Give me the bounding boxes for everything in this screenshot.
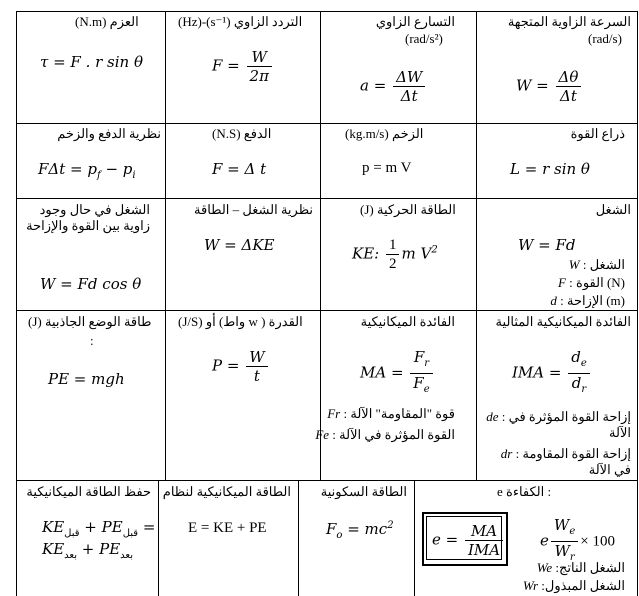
cell-unit: (N.m)	[75, 14, 107, 29]
legend-dr: dr : إزاحة القوة المقاومة في الآلة	[500, 446, 631, 477]
mechanical-energy-formula: E = KE + PE	[188, 520, 267, 536]
grid-line	[165, 11, 166, 480]
mechanical-advantage-formula: MA = $\frac{F_r}{F_e}$	[360, 348, 435, 399]
cell-unit: (J)	[360, 202, 374, 217]
legend-fe: Fe : القوة المؤثرة في الآلة	[315, 427, 455, 442]
legend-we: We :الشغل الناتج	[536, 560, 625, 575]
cell-title: الزخم	[391, 126, 424, 141]
cell-unit: e	[497, 484, 503, 499]
grid-line	[16, 480, 638, 481]
impulse-momentum-formula: $F\Delta t = p_f - p_i$	[38, 160, 136, 181]
grid-line	[16, 11, 638, 12]
cell-header	[212, 126, 271, 142]
cell-title: طاقة الوضع الجاذبية	[44, 314, 152, 329]
cell-title: الكفاءة	[506, 484, 545, 499]
power-formula: P = $\frac{W}{t}$	[212, 348, 270, 385]
cell-title: الطاقة السكونية	[320, 484, 407, 499]
cell-title: التردد الزاوي	[233, 14, 303, 29]
work-formula: W = Fd	[518, 236, 576, 254]
cell-header	[178, 314, 303, 330]
angular-acceleration-formula: a = $\frac{\Delta W}{\Delta t}$	[360, 68, 427, 105]
legend-displacement: d : الإزاحة (m)	[550, 293, 625, 308]
lever-arm-formula: L = r sin θ	[510, 160, 590, 178]
grid-line	[158, 480, 159, 596]
cell-title: الطاقة الميكانيكية لنظام	[162, 484, 291, 499]
cell-title: العزم	[109, 14, 139, 29]
legend-de: de : إزاحة القوة المؤثرة في الآلة	[486, 409, 631, 440]
cell-unit: (N.S)	[212, 126, 241, 141]
grid-line	[16, 310, 638, 311]
efficiency-work-formula: e $\frac{W_e}{W_r}$ × 100	[540, 516, 615, 563]
grid-line	[16, 123, 638, 124]
grid-line	[476, 11, 477, 480]
legend-force: F : القوة (N)	[557, 275, 625, 290]
grid-line	[298, 480, 299, 596]
ideal-mechanical-advantage-formula: IMA = $\frac{d_e}{d_r}$	[512, 348, 592, 399]
cell-title: نظرية الدفع والزخم	[57, 126, 161, 141]
grid-line	[16, 11, 17, 596]
torque-formula: τ = F . r sin θ	[40, 53, 144, 71]
cell-title: نظرية الشغل – الطاقة	[194, 202, 313, 217]
kinetic-energy-formula: KE: $\frac{1}{2}$ m $V^2$	[352, 237, 438, 272]
conservation-after: $KE_{بعد} + PE_{بعد}$	[42, 540, 134, 561]
cell-header	[75, 14, 139, 30]
legend-wr: Wr :الشغل المبذول	[522, 578, 625, 593]
cell-unit: (J)	[28, 314, 42, 329]
cell-unit: (rad/s)	[588, 31, 622, 46]
grid-line	[16, 198, 638, 199]
cell-unit: (rad/s²)	[405, 31, 443, 46]
cell-title: الشغل في حال وجود زاوية بين القوة والإزاحة	[26, 202, 150, 233]
grid-line	[414, 480, 415, 596]
cell-header	[345, 126, 423, 142]
cell-title: ذراع القوة	[570, 126, 625, 141]
cell-title: الفائدة الميكانيكية المثالية	[495, 314, 631, 329]
cell-title: الشغل	[595, 202, 631, 217]
conservation-before: $KE_{قبل} + PE_{قبل}$ =	[42, 518, 156, 539]
momentum-formula: p = m V	[362, 160, 412, 176]
colon-mark: :	[90, 333, 94, 348]
angular-velocity-formula: W = $\frac{\Delta\theta}{\Delta t}$	[516, 68, 583, 105]
cell-title: التسارع الزاوي	[375, 14, 455, 29]
work-energy-formula: W = ΔKE	[204, 236, 275, 254]
cell-header	[360, 202, 456, 218]
legend-work: W : الشغل	[568, 257, 625, 272]
grid-line	[637, 11, 638, 596]
work-angle-formula: W = Fd cos θ	[40, 275, 142, 293]
cell-unit: (J/S)	[178, 314, 203, 329]
legend-fr: Fr : قوة "المقاومة" الآلة	[327, 406, 455, 421]
cell-title: السرعة الزاوية المتجهة	[507, 14, 631, 29]
cell-title: الطاقة الحركية	[376, 202, 456, 217]
cell-header	[28, 314, 151, 330]
efficiency-formula: e = $\frac{MA}{\text{IMA}}$	[432, 522, 505, 559]
cell-title: القدرة ( w واط) أو	[205, 314, 303, 329]
cell-title: الدفع	[243, 126, 272, 141]
cell-unit: (kg.m/s)	[345, 126, 389, 141]
potential-energy-formula: PE = mgh	[48, 370, 125, 388]
cell-unit: (Hz)-(s⁻¹)	[178, 14, 231, 29]
angular-frequency-formula: F = $\frac{W}{2\pi}$	[212, 48, 274, 85]
cell-header: e الكفاءة :	[497, 484, 552, 499]
cell-title: الفائدة الميكانيكية	[360, 314, 455, 329]
rest-energy-formula: $F_o = mc^2$	[326, 520, 394, 541]
impulse-formula: F = Δ t	[212, 160, 267, 178]
cell-title: حفظ الطاقة الميكانيكية	[26, 484, 151, 499]
cell-header	[178, 14, 302, 30]
